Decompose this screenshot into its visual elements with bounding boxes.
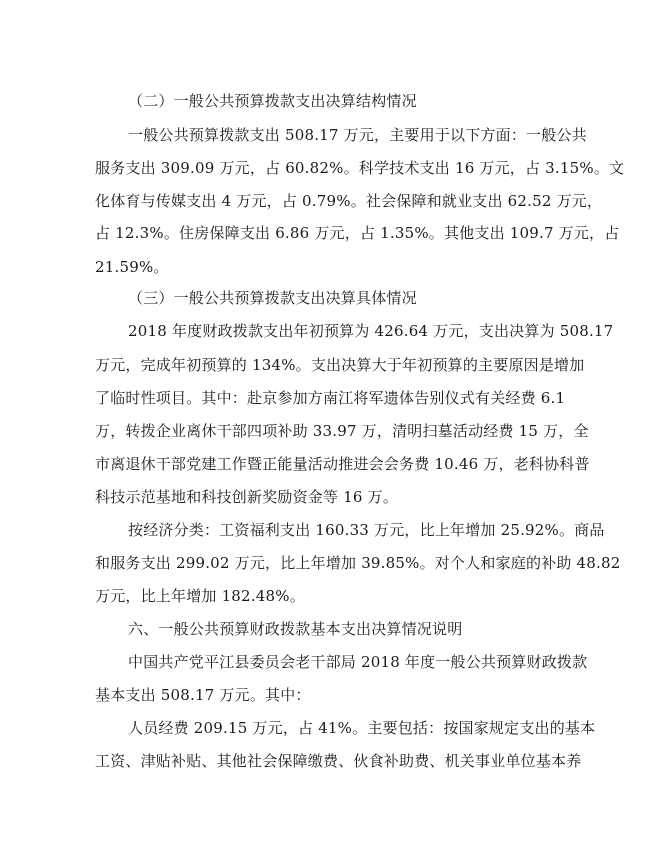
paragraph-line: 万元，比上年增加 182.48%。 — [95, 587, 305, 605]
paragraph-line: 了临时性项目。其中：赴京参加方南江将军遗体告别仪式有关经费 6.1 — [95, 389, 566, 407]
paragraph-line: 21.59%。 — [95, 258, 169, 276]
paragraph-line: 2018 年度财政拨款支出年初预算为 426.64 万元，支出决算为 508.17 — [128, 322, 614, 340]
section-heading-structure: （二）一般公共预算拨款支出决算结构情况 — [128, 92, 417, 110]
paragraph-line: 占 12.3%。住房保障支出 6.86 万元，占 1.35%。其他支出 109.7 万元，占 — [95, 224, 620, 242]
paragraph-line: 基本支出 508.17 万元。其中： — [95, 686, 311, 704]
section-heading-basic-expenditure: 六、一般公共预算财政拨款基本支出决算情况说明 — [128, 620, 463, 638]
paragraph-line: 万元，完成年初预算的 134%。支出决算大于年初预算的主要原因是增加 — [95, 356, 585, 374]
paragraph-line: 化体育与传媒支出 4 万元，占 0.79%。社会保障和就业支出 62.52 万元， — [95, 192, 603, 210]
paragraph-line: 万，转拨企业离休干部四项补助 33.97 万，清明扫墓活动经费 15 万，全 — [95, 422, 589, 440]
section-heading-detail: （三）一般公共预算拨款支出决算具体情况 — [128, 289, 417, 307]
paragraph-line: 中国共产党平江县委员会老干部局 2018 年度一般公共预算财政拨款 — [128, 653, 588, 671]
paragraph-line: 按经济分类：工资福利支出 160.33 万元，比上年增加 25.92%。商品 — [128, 521, 605, 539]
paragraph-line: 和服务支出 299.02 万元，比上年增加 39.85%。对个人和家庭的补助 48.82 — [95, 554, 621, 572]
paragraph-line: 市离退休干部党建工作暨正能量活动推进会会务费 10.46 万，老科协科普 — [95, 455, 590, 473]
paragraph-line: 人员经费 209.15 万元，占 41%。主要包括：按国家规定支出的基本 — [128, 719, 596, 737]
paragraph-line: 一般公共预算拨款支出 508.17 万元，主要用于以下方面：一般公共 — [128, 126, 587, 144]
paragraph-line: 科技示范基地和科技创新奖励资金等 16 万。 — [95, 488, 399, 506]
paragraph-line: 服务支出 309.09 万元，占 60.82%。科学技术支出 16 万元，占 3.15%。文 — [95, 159, 625, 177]
paragraph-line: 工资、津贴补贴、其他社会保障缴费、伙食补助费、机关事业单位基本养 — [95, 752, 582, 770]
